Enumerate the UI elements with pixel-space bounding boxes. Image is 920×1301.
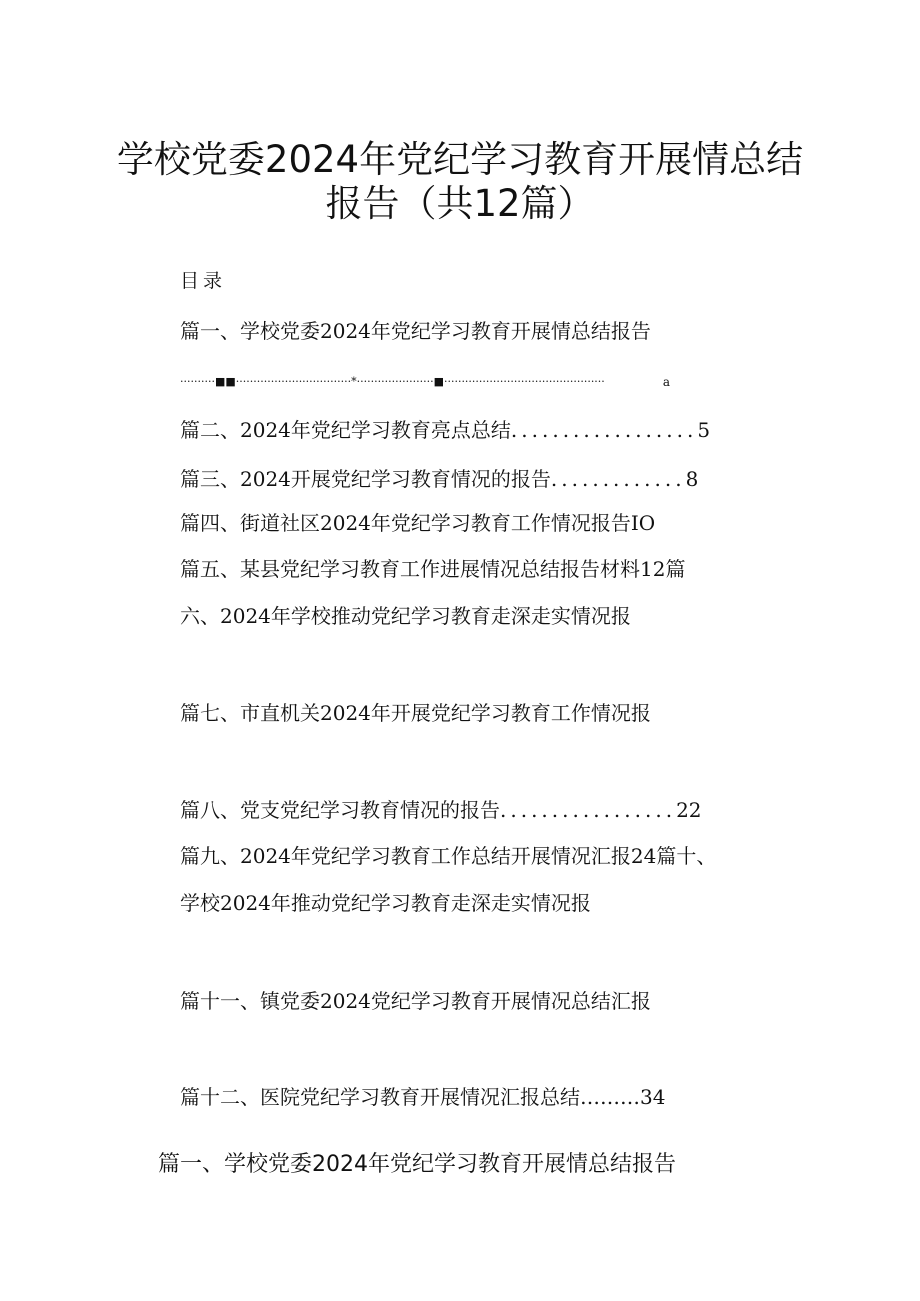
toc-entry-text: 篇三、2024开展党纪学习教育情况的报告 [180,467,551,491]
toc-entry-3[interactable] [180,466,698,492]
document-title-line-1: 学校党委2024年党纪学习教育开展情总结 [116,138,804,181]
toc-entry-text: 篇七、市直机关2024年开展党纪学习教育工作情况报 [180,701,651,725]
toc-entry-text: 篇八、党支党纪学习教育情况的报告 [180,798,500,822]
toc-entry-6[interactable] [180,603,631,629]
toc-entry-text: 篇四、街道社区2024年党纪学习教育工作情况报告IO [180,511,656,535]
toc-entry-8[interactable] [180,797,702,823]
toc-entry-10[interactable] [180,890,591,916]
dot-leader: ............. [550,467,686,491]
toc-label: 目录 [180,270,227,292]
page-number: 22 [676,798,702,822]
dot-leader: ··········■■·································*······················■·············································· [180,375,605,388]
page-number: 5 [697,418,711,442]
toc-entry-2[interactable] [180,417,710,443]
dot-leader: ……… [580,1085,640,1109]
page-number: 34 [640,1085,666,1109]
toc-entry-1[interactable] [180,318,651,344]
toc-entry-text: 学校2024年推动党纪学习教育走深走实情况报 [180,891,591,915]
toc-entry-9[interactable] [180,843,716,869]
toc-entry-text: 篇五、某县党纪学习教育工作进展情况总结报告材料12篇 [180,557,686,581]
toc-entry-12[interactable] [180,1084,665,1110]
toc-entry-7[interactable] [180,700,651,726]
toc-entry-text: 篇十二、医院党纪学习教育开展情况汇报总结 [180,1085,580,1109]
toc-entry-11[interactable] [180,988,651,1014]
toc-entry-4[interactable] [180,510,655,536]
document-title-line-2: 报告（共12篇） [325,182,595,225]
toc-entry-1-page-marker: a [662,375,670,389]
toc-entry-text: 篇九、2024年党纪学习教育工作总结开展情况汇报24篇十、 [180,844,717,868]
toc-entry-5[interactable] [180,556,685,582]
toc-entry-text: 篇一、学校党委2024年党纪学习教育开展情总结报告 [180,319,651,343]
toc-entry-1-leader [180,372,670,392]
section-heading: 篇一、学校党委2024年党纪学习教育开展情总结报告 [158,1152,676,1177]
toc-entry-text: 篇二、2024年党纪学习教育亮点总结 [180,418,511,442]
page-number: 8 [685,467,699,491]
toc-entry-text: 篇十一、镇党委2024党纪学习教育开展情况总结汇报 [180,989,651,1013]
dot-leader: ................. [500,798,677,822]
dot-leader: .................. [510,418,698,442]
toc-entry-text: 六、2024年学校推动党纪学习教育走深走实情况报 [180,604,631,628]
